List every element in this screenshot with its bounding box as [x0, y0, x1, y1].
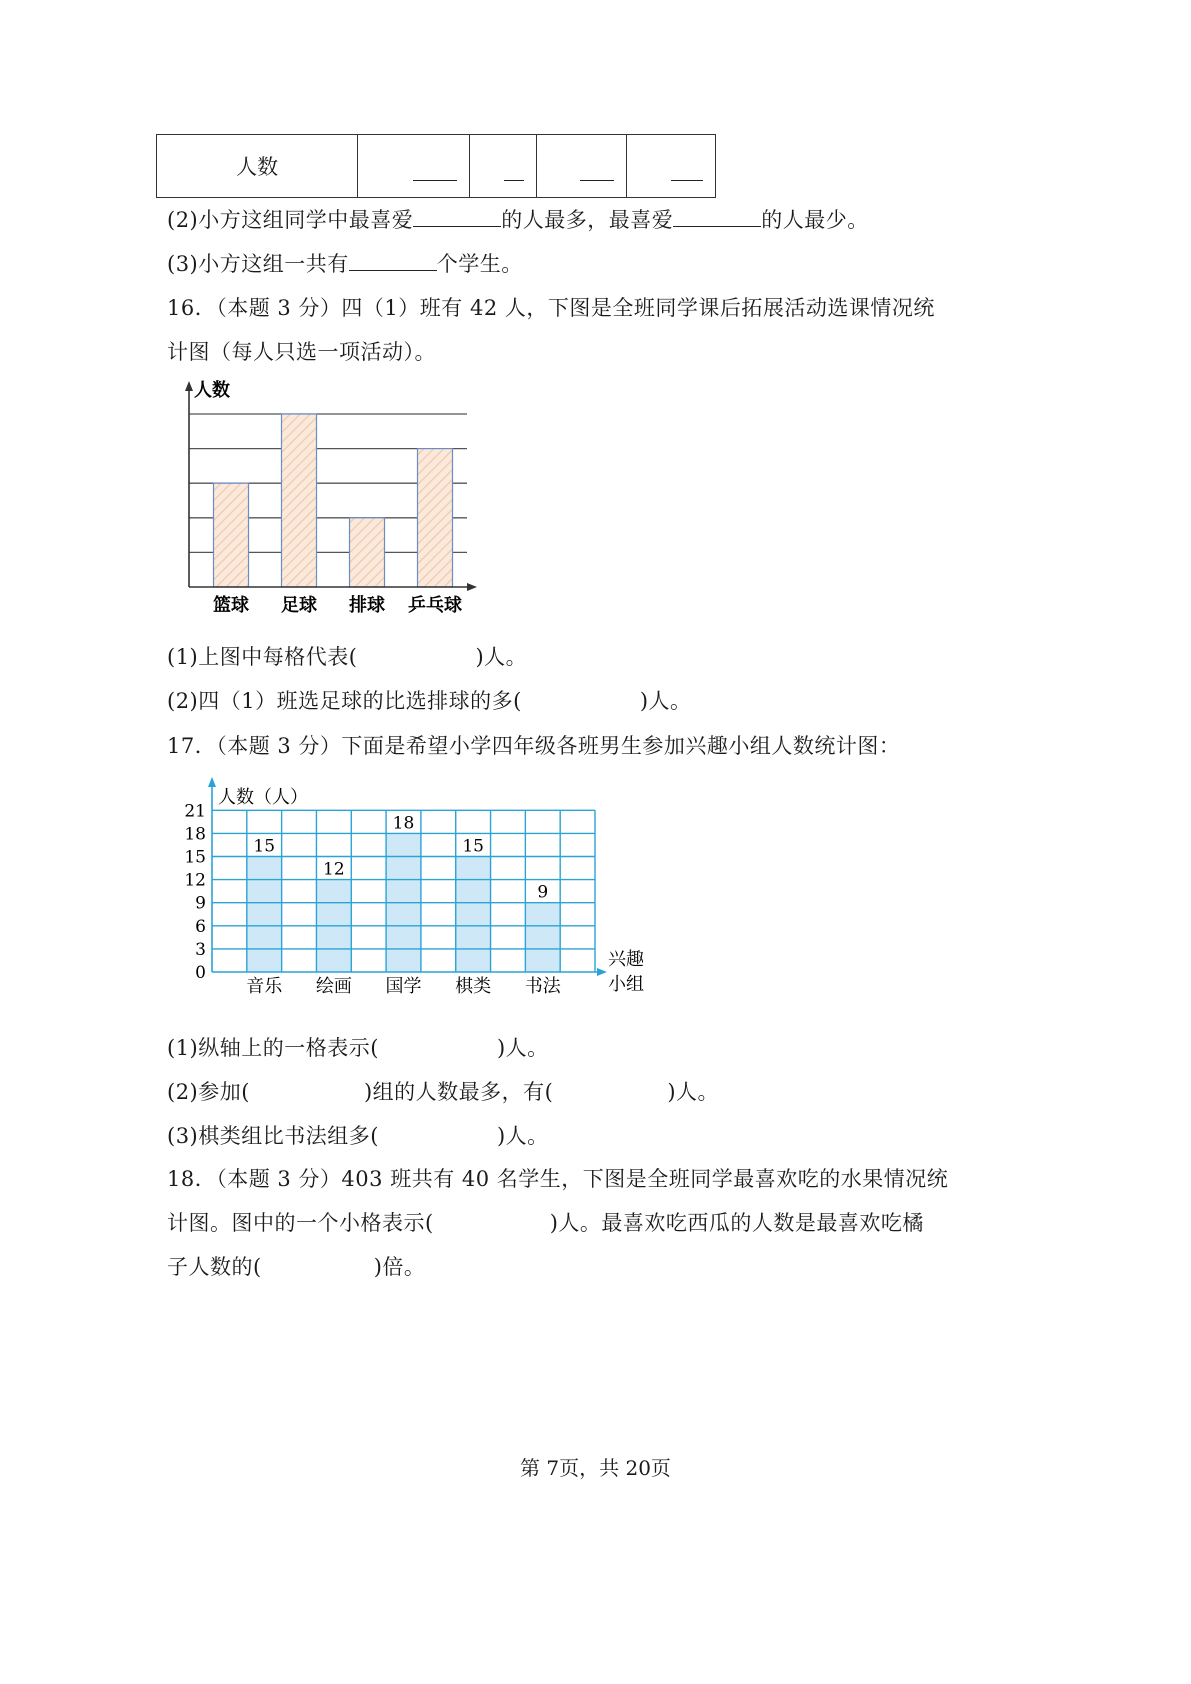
answer-cell-1[interactable]	[358, 135, 470, 198]
x-tick-label: 棋类	[455, 976, 492, 997]
q18-line2-text-b: )人。最喜欢吃西瓜的人数是最喜欢吃橘	[549, 1211, 924, 1235]
data-label: 9	[537, 882, 549, 903]
x-tick-label: 书法	[524, 976, 561, 997]
bar-篮球	[214, 483, 249, 587]
y-tick-label: 0	[195, 963, 206, 983]
y-tick-label: 9	[195, 893, 206, 914]
q16-sub1	[167, 641, 527, 671]
q17-sub1	[167, 1032, 549, 1062]
answer-blank[interactable]	[673, 206, 761, 227]
q17-sub2-text-c: )人。	[667, 1080, 720, 1104]
answer-blank[interactable]	[413, 206, 501, 227]
answer-cell-3[interactable]	[536, 135, 627, 198]
q16-intro-line1: 16．（本题 3 分）四（1）班有 42 人，下图是全班同学课后拓展活动选课情况统	[167, 296, 935, 320]
q18-line3-text-b: )倍。	[373, 1255, 426, 1279]
bar-乒乓球	[418, 449, 453, 587]
q16-sub2	[167, 685, 692, 715]
q18-line2	[167, 1207, 924, 1237]
data-label: 15	[253, 836, 276, 857]
x-tick-label: 足球	[281, 595, 317, 616]
answer-cell-2[interactable]	[469, 135, 536, 198]
x-tick-label: 绘画	[315, 976, 352, 997]
y-axis-arrow-icon	[208, 777, 216, 787]
q16-sub2-text-a: (2)四（1）班选足球的比选排球的多(	[167, 689, 522, 713]
x-axis-arrow-icon	[597, 968, 607, 976]
q15-sub3	[167, 248, 523, 278]
q15-sub2-text-c: 的人最少。	[761, 208, 869, 232]
q18-line2-text-a: 计图。图中的一个小格表示(	[167, 1211, 434, 1235]
q17-sub2	[167, 1076, 719, 1106]
q17-sub1-text-a: (1)纵轴上的一格表示(	[167, 1036, 379, 1060]
q16-sub1-text-a: (1)上图中每格代表(	[167, 645, 358, 669]
answer-blank[interactable]	[349, 250, 437, 271]
data-label: 12	[323, 859, 345, 880]
q15-sub2-text-a: (2)小方这组同学中最喜爱	[167, 208, 414, 232]
x-axis-label-line2: 小组	[608, 974, 644, 995]
x-tick-label: 国学	[385, 976, 422, 997]
x-tick-label: 音乐	[246, 976, 283, 997]
q18-line3	[167, 1251, 425, 1281]
q17-sub2-text-a: (2)参加(	[167, 1080, 250, 1104]
summary-table	[156, 134, 716, 198]
y-axis-label: 人数（人）	[218, 787, 308, 808]
q17-sub3-text-a: (3)棋类组比书法组多(	[167, 1124, 379, 1148]
y-tick-label: 21	[184, 801, 206, 822]
q17-sub3	[167, 1120, 549, 1150]
x-tick-label: 排球	[349, 595, 385, 616]
sports-bar-chart	[170, 375, 500, 625]
x-tick-label: 篮球	[213, 595, 249, 616]
q17-sub3-text-b: )人。	[496, 1124, 549, 1148]
q15-sub3-text-a: (3)小方这组一共有	[167, 252, 349, 276]
y-tick-label: 3	[195, 939, 206, 960]
x-axis-arrow-icon	[467, 583, 477, 591]
y-axis-label: 人数	[194, 380, 230, 401]
table-row	[157, 135, 716, 198]
q15-sub2	[167, 204, 869, 234]
page-number: 第 7页，共 20页	[520, 1456, 671, 1480]
y-tick-label: 15	[184, 847, 206, 868]
q17-sub1-text-b: )人。	[496, 1036, 549, 1060]
q17-intro: 17．（本题 3 分）下面是希望小学四年级各班男生参加兴趣小组人数统计图：	[167, 734, 901, 758]
q18-line1: 18．（本题 3 分）403 班共有 40 名学生，下图是全班同学最喜欢吃的水果情况统	[167, 1167, 949, 1191]
data-label: 18	[392, 813, 415, 834]
q16-sub2-text-b: )人。	[639, 689, 692, 713]
bar-排球	[350, 518, 385, 587]
bar-书法	[525, 903, 560, 972]
interest-group-bar-chart	[176, 775, 656, 1005]
bar-足球	[282, 414, 317, 587]
q16-intro-line2: 计图（每人只选一项活动）。	[167, 340, 436, 364]
answer-cell-4[interactable]	[627, 135, 716, 198]
y-axis-arrow-icon	[185, 381, 193, 391]
row-label-people: 人数	[157, 135, 358, 198]
y-tick-label: 18	[184, 824, 206, 845]
x-tick-label: 乒乓球	[408, 595, 462, 616]
bar-棋类	[456, 857, 491, 973]
x-axis-label-line1: 兴趣	[608, 949, 644, 970]
q15-sub3-text-b: 个学生。	[436, 252, 523, 276]
bar-音乐	[247, 857, 282, 973]
q15-sub2-text-b: 的人最多，最喜爱	[501, 208, 674, 232]
q17-sub2-text-b: )组的人数最多，有(	[363, 1080, 554, 1104]
y-tick-label: 12	[184, 870, 206, 891]
y-tick-label: 6	[195, 916, 206, 937]
data-label: 15	[462, 836, 484, 857]
q18-line3-text-a: 子人数的(	[167, 1255, 262, 1279]
q16-sub1-text-b: )人。	[475, 645, 528, 669]
